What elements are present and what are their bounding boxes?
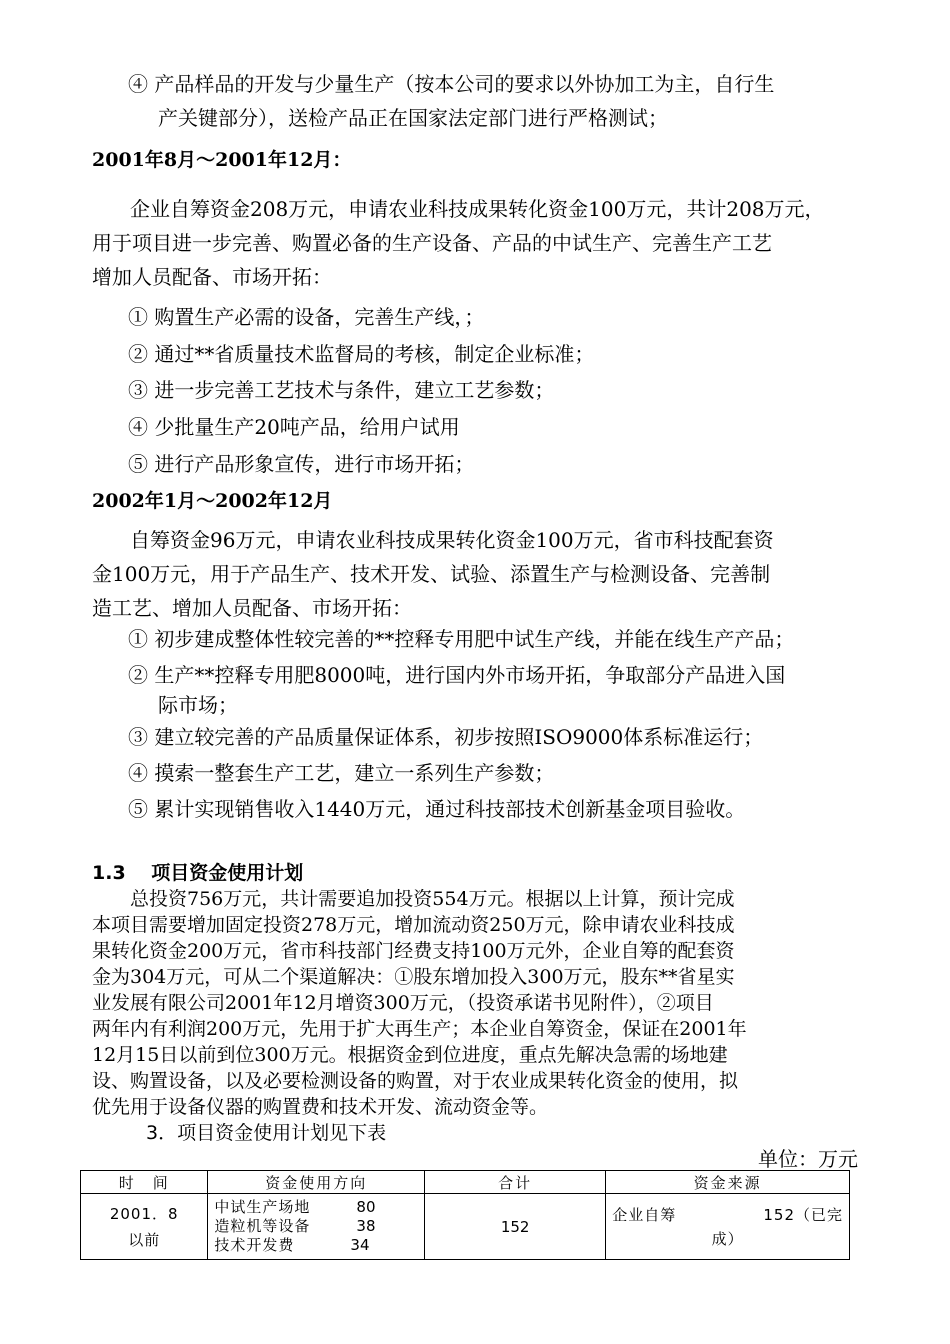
paragraph-line: 本项目需要增加固定投资278万元，增加流动资250万元，除申请农业科技成 [92, 914, 735, 936]
paragraph-line: 用于项目进一步完善、购置必备的生产设备、产品的中试生产、完善生产工艺 [92, 231, 772, 255]
list-item: ⑤ 累计实现销售收入1440万元，通过科技部技术创新基金项目验收。 [128, 797, 746, 821]
fund-usage-table [80, 1170, 850, 1260]
list-item: ③ 建立较完善的产品质量保证体系，初步按照ISO9000体系标准运行； [128, 725, 764, 749]
paragraph-line: 优先用于设备仪器的购置费和技术开发、流动资金等。 [92, 1096, 549, 1118]
direction-name: 中试生产场地 [214, 1198, 311, 1216]
list-item: ⑤ 进行产品形象宣传，进行市场开拓； [128, 452, 475, 476]
list-item: ④ 产品样品的开发与少量生产（按本公司的要求以外协加工为主，自行生 [128, 72, 775, 96]
paragraph-line: 自筹资金96万元，申请农业科技成果转化资金100万元，省市科技配套资 [130, 528, 774, 552]
direction-value: 80 [356, 1198, 376, 1216]
paragraph-line: 增加人员配备、市场开拓： [92, 265, 332, 289]
list-item: ④ 少批量生产20吨产品，给用户试用 [128, 415, 460, 439]
paragraph-line: 两年内有利润200万元，先用于扩大再生产；本企业自筹资金，保证在2001年 [92, 1018, 747, 1040]
list-item-continuation: 产关键部分），送检产品正在国家法定部门进行严格测试； [158, 106, 668, 130]
cell-directions [208, 1194, 425, 1260]
list-item: ① 购置生产必需的设备，完善生产线，； [128, 305, 485, 329]
direction-name: 技术开发费 [214, 1236, 295, 1254]
paragraph-line: 金100万元，用于产品生产、技术开发、试验、添置生产与检测设备、完善制 [92, 562, 771, 586]
cell-total: 152 [425, 1194, 606, 1260]
direction-name: 造粒机等设备 [214, 1217, 311, 1235]
direction-item [214, 1236, 424, 1255]
paragraph-line: 金为304万元，可从二个渠道解决：①股东增加投入300万元，股东**省星实 [92, 966, 735, 988]
source-value: 152（已完 [763, 1205, 843, 1224]
paragraph-line: 企业自筹资金208万元，申请农业科技成果转化资金100万元，共计208万元， [130, 197, 825, 221]
paragraph-line: 造工艺、增加人员配备、市场开拓： [92, 596, 412, 620]
cell-time [81, 1194, 208, 1260]
paragraph-line: 12月15日以前到位300万元。根据资金到位进度，重点先解决急需的场地建 [92, 1044, 728, 1066]
list-item: ② 生产**控释专用肥8000吨，进行国内外市场开拓，争取部分产品进入国 [128, 663, 786, 687]
header-source: 资金来源 [606, 1171, 850, 1194]
period-heading: 2001年8月～2001年12月： [92, 149, 352, 171]
period-heading: 2002年1月～2002年12月 [92, 490, 333, 512]
table-header-row [81, 1171, 850, 1194]
list-item: ③ 进一步完善工艺技术与条件，建立工艺参数； [128, 378, 555, 402]
source-note: 成） [711, 1229, 744, 1248]
time-text: 2001．8以前 [109, 1204, 179, 1249]
direction-item [214, 1217, 424, 1236]
header-direction: 资金使用方向 [208, 1171, 425, 1194]
list-item: ④ 摸索一整套生产工艺，建立一系列生产参数； [128, 761, 555, 785]
paragraph-line: 业发展有限公司2001年12月增资300万元，（投资承诺书见附件），②项目 [92, 992, 714, 1014]
direction-value: 34 [350, 1236, 370, 1254]
header-time: 时 间 [81, 1171, 208, 1194]
paragraph-line: 总投资756万元，共计需要追加投资554万元。根据以上计算，预计完成 [130, 888, 735, 910]
cell-source [606, 1194, 850, 1260]
source-name: 企业自筹 [612, 1205, 677, 1224]
unit-label: 单位：万元 [758, 1147, 858, 1171]
list-item: ① 初步建成整体性较完善的**控释专用肥中试生产线，并能在线生产产品； [128, 627, 795, 651]
direction-item [214, 1198, 424, 1217]
section-title: 1.3 项目资金使用计划 [92, 862, 304, 884]
direction-value: 38 [356, 1217, 376, 1235]
paragraph-line: 果转化资金200万元，省市科技部门经费支持100万元外，企业自筹的配套资 [92, 940, 735, 962]
header-total: 合计 [425, 1171, 606, 1194]
source-line [612, 1203, 843, 1227]
table-row [81, 1194, 850, 1260]
list-item: ② 通过**省质量技术监督局的考核，制定企业标准； [128, 342, 595, 366]
list-item-continuation: 际市场； [158, 693, 238, 717]
table-title: 3．项目资金使用计划见下表 [146, 1122, 387, 1144]
paragraph-line: 设、购置设备，以及必要检测设备的购置，对于农业成果转化资金的使用，拟 [92, 1070, 739, 1092]
